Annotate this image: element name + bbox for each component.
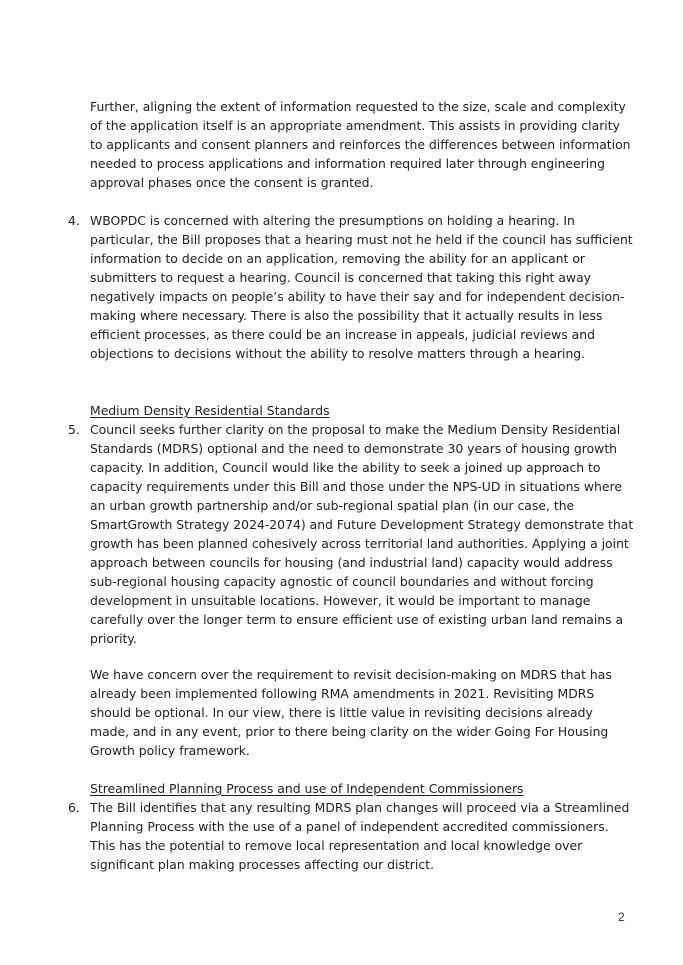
list-item-6 xyxy=(68,798,635,874)
list-item-text: Council seeks further clarity on the proposal to make the Medium Density Residential Standards (MDRS) optional and the need to demonstrate 30 years of housing growth capacity. In addition, Council would like the ability to seek a joined up approach to capacity requirements under this Bill and those under the NPS-UD in situations where an urban growth partnership and/or sub-regional spatial plan (in our case, the SmartGrowth Strategy 2024-2074) and Future Development Strategy demonstrate that growth has been planned cohesively across territorial land authorities. Applying a joint approach between councils for housing (and industrial land) capacity would address sub-regional housing capacity agnostic of council boundaries and without forcing development in unsuitable locations. However, it would be important to manage carefully over the longer term to ensure efficient use of existing urban land remains a priority. xyxy=(90,422,634,646)
list-item-number: 6. xyxy=(68,800,80,815)
mdrs-follow-paragraph: We have concern over the requirement to revisit decision-making on MDRS that has already been implemented following RMA amendments in 2021. Revisiting MDRS should be optional. In our view, there is little value in revisiting decisions already made, and in any event, prior to there being clarity on the wider Going For Housing Growth policy framework. xyxy=(90,667,612,758)
intro-paragraph: Further, aligning the extent of information requested to the size, scale and complexity of the application itself is an appropriate amendment. This assists in providing clarity to applicants and consent planners and reinforces the differences between information needed to process applications and information required later through engineering approval phases once the consent is granted. xyxy=(90,99,631,190)
list-item-text: WBOPDC is concerned with altering the presumptions on holding a hearing. In particular, the Bill proposes that a hearing must not he held if the council has sufficient information to decide on an application, removing the ability for an applicant or submitters to request a hearing. Council is concerned that taking this right away negatively impacts on people’s ability to have their say and for independent decision-making where necessary. There is also the possibility that it actually results in less efficient processes, as there could be an increase in appeals, judicial reviews and objections to decisions without the ability to resolve matters through a hearing. xyxy=(90,213,633,361)
list-item-4 xyxy=(68,211,635,363)
section-heading-mdrs: Medium Density Residential Standards xyxy=(90,403,330,418)
list-item-text: The Bill identifies that any resulting MDRS plan changes will proceed via a Streamlined Planning Process with the use of a panel of independent accredited commissioners. This has the potential to remove local representation and local knowledge over significant plan making processes affecting our district. xyxy=(90,800,630,872)
section-heading-streamlined-planning: Streamlined Planning Process and use of Independent Commissioners xyxy=(90,781,524,796)
list-item-number: 4. xyxy=(68,213,80,228)
page-number: 2 xyxy=(618,910,625,924)
list-item-5 xyxy=(68,420,635,648)
list-item-number: 5. xyxy=(68,422,80,437)
